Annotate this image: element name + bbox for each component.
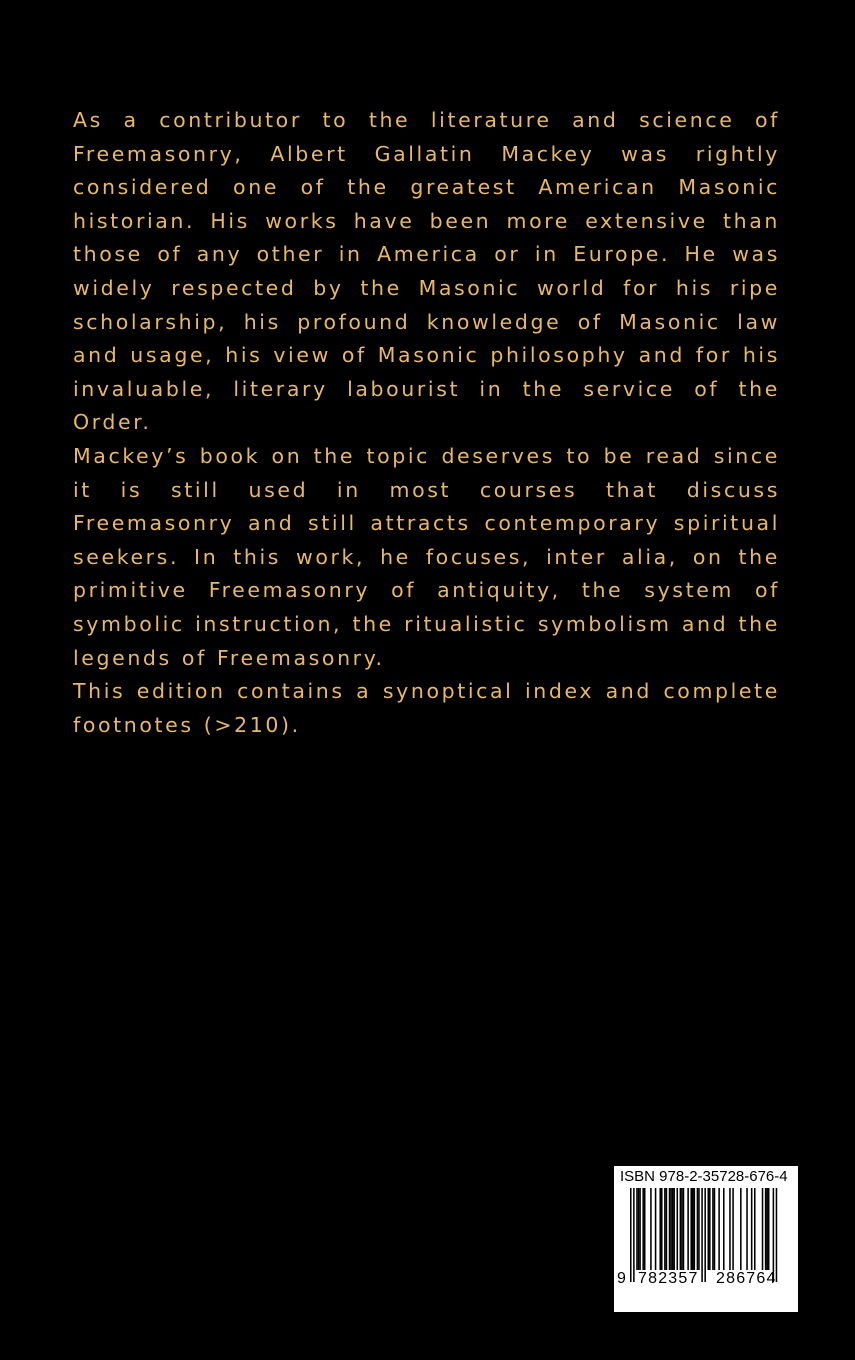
- barcode-bar: [712, 1188, 714, 1270]
- barcode-bar: [694, 1188, 696, 1270]
- barcode-bar: [655, 1188, 657, 1270]
- barcode-bar: [765, 1188, 767, 1270]
- barcode-bar: [677, 1188, 679, 1270]
- barcode-bar: [636, 1188, 638, 1270]
- blurb-paragraph-3: This edition contains a synoptical index and complete footnotes (>210).: [73, 679, 780, 737]
- barcode-bar: [642, 1188, 644, 1270]
- barcode-bar: [683, 1188, 685, 1270]
- barcode-bar: [669, 1188, 671, 1270]
- barcode-bar: [776, 1188, 778, 1282]
- barcode-bar: [630, 1188, 632, 1282]
- barcode-left-digits: 782357: [638, 1270, 699, 1287]
- barcode-bar: [708, 1188, 710, 1270]
- barcode-bar: [673, 1188, 675, 1270]
- barcode-first-digit: 9: [617, 1270, 628, 1287]
- barcode-bar: [718, 1188, 720, 1270]
- barcode-right-digits: 286764: [716, 1270, 777, 1287]
- barcode-bar: [704, 1188, 706, 1282]
- barcode-bar: [692, 1188, 694, 1270]
- barcode-bar: [659, 1188, 661, 1270]
- barcode-bar: [672, 1188, 674, 1270]
- barcode-bar: [697, 1188, 699, 1270]
- barcode-bar: [751, 1188, 753, 1270]
- barcode-bar: [698, 1188, 700, 1270]
- barcode-bar: [638, 1188, 640, 1270]
- barcode-bar: [687, 1188, 689, 1270]
- barcode-bar: [746, 1188, 748, 1270]
- barcode-bar: [723, 1188, 725, 1270]
- barcode-bar: [766, 1188, 768, 1270]
- isbn-label: ISBN 978-2-35728-676-4: [620, 1168, 788, 1185]
- isbn-barcode: [614, 1166, 798, 1312]
- back-cover-description: [73, 104, 780, 742]
- barcode-bar: [773, 1188, 775, 1282]
- barcode-bar: [754, 1188, 756, 1270]
- barcode-bar: [729, 1188, 731, 1270]
- barcode-bar: [670, 1188, 672, 1270]
- barcode-bar: [664, 1188, 666, 1270]
- barcode-bars: [614, 1188, 798, 1312]
- barcode-bar: [701, 1188, 703, 1282]
- barcode-bar: [644, 1188, 646, 1270]
- barcode-bar: [666, 1188, 668, 1270]
- barcode-bar: [661, 1188, 663, 1270]
- barcode-bar: [714, 1188, 716, 1270]
- barcode-bar: [650, 1188, 652, 1270]
- barcode-bar: [768, 1188, 770, 1270]
- blurb-paragraph-2: Mackey’s book on the topic deserves to be read since it is still used in most courses that discuss Freemasonry and still attracts contemporary spiritual seekers. In this work, he focuses, inter alia, on the primitive Freemasonry of antiquity, the system of symbolic instruction, the ritualistic symbolism and the legends of Freemasonry.: [73, 443, 780, 670]
- barcode-bar: [639, 1188, 641, 1270]
- barcode-bar: [732, 1188, 734, 1270]
- blurb-paragraph-1: As a contributor to the literature and science of Freemasonry, Albert Gallatin Mackey was rightly considered one of the greatest American Masonic historian. His works have been more extensive than those of any other in America or in Europe. He was widely respected by the Masonic world for his ripe scholarship, his profound knowledge of Masonic law and usage, his view of Masonic philosophy and for his invaluable, literary labourist in the service of the Order.: [73, 108, 780, 435]
- barcode-bar: [740, 1188, 742, 1270]
- barcode-bar: [762, 1188, 764, 1270]
- barcode-bar: [681, 1188, 683, 1270]
- barcode-bar: [633, 1188, 635, 1282]
- barcode-bar: [680, 1188, 682, 1270]
- barcode-bar: [709, 1188, 711, 1270]
- barcode-bar: [690, 1188, 692, 1270]
